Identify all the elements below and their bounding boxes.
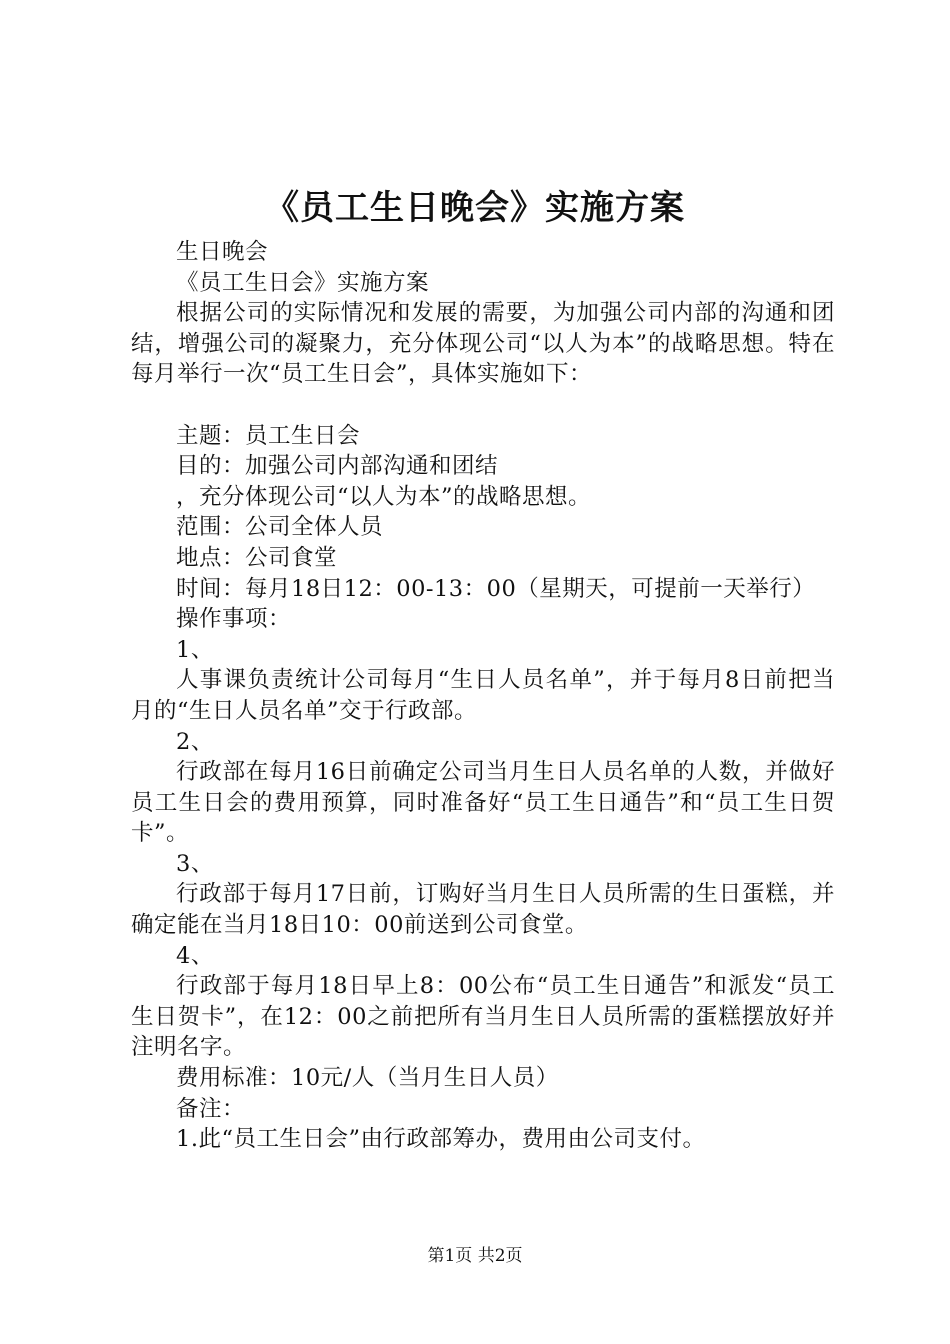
intro-paragraph: 根据公司的实际情况和发展的需要，为加强公司内部的沟通和团结，增强公司的凝聚力，充分体现公司“以人为本”的战略思想。特在每月举行一次“员工生日会”，具体实施如下： [131,300,835,388]
step-number-3: 3、 [176,850,214,877]
step-number-4: 4、 [176,942,214,969]
purpose-line: 目的：加强公司内部沟通和团结 [176,453,499,480]
scope-line: 范围：公司全体人员 [176,514,384,541]
purpose-continuation: ，充分体现公司“以人为本”的战略思想。 [176,483,592,510]
step-text-3: 行政部于每月17日前，订购好当月生日人员所需的生日蛋糕，并确定能在当月18日10：00前送到公司食堂。 [131,881,835,939]
step-text-2: 行政部在每月16日前确定公司当月生日人员名单的人数，并做好员工生日会的费用预算，同时准备好“员工生日通告”和“员工生日贺卡”。 [131,759,835,847]
step-text-4: 行政部于每月18日早上8：00公布“员工生日通告”和派发“员工生日贺卡”，在12：00之前把所有当月生日人员所需的蛋糕摆放好并注明名字。 [131,973,835,1061]
theme-line: 主题：员工生日会 [176,422,361,449]
remark-item-1: 1.此“员工生日会”由行政部筹办，费用由公司支付。 [176,1126,706,1153]
remarks-heading: 备注： [176,1095,246,1122]
location-line: 地点：公司食堂 [176,544,338,571]
page-footer: 第1页 共2页 [427,1246,523,1266]
cost-standard-line: 费用标准：10元/人（当月生日人员） [176,1065,559,1092]
subtitle-plan-name: 《员工生日会》实施方案 [176,269,430,296]
step-number-2: 2、 [176,728,214,755]
step-text-1: 人事课负责统计公司每月“生日人员名单”，并于每月8日前把当月的“生日人员名单”交于行政部。 [131,667,835,724]
document-title: 《员工生日晚会》实施方案 [265,188,685,228]
operations-heading: 操作事项： [176,606,292,633]
subtitle-birthday-party: 生日晚会 [176,239,269,265]
document-body [131,237,835,1155]
time-line: 时间：每月18日12：00-13：00（星期天，可提前一天举行） [176,575,816,602]
step-number-1: 1、 [176,636,214,663]
